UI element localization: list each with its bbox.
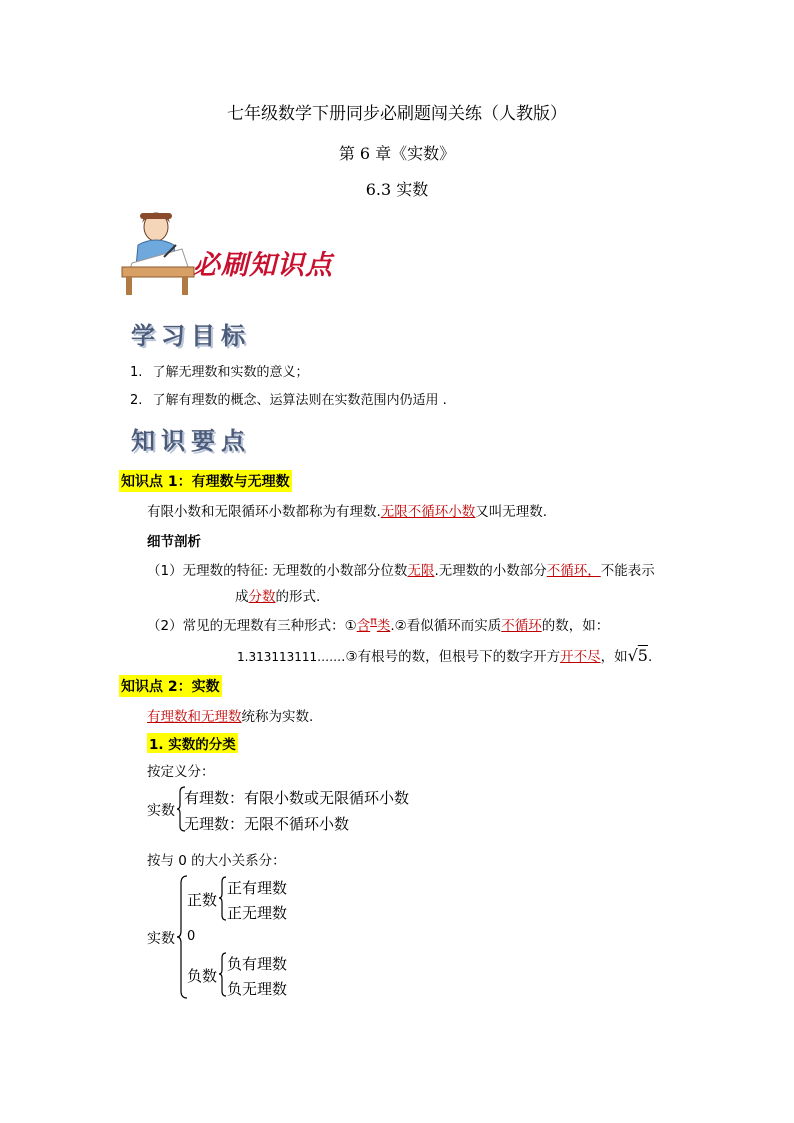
detail-2-line-2 bbox=[237, 645, 652, 665]
detail-analysis-title: 细节剖析 bbox=[147, 534, 201, 550]
detail-text: .无理数的小数部分 bbox=[434, 563, 547, 579]
goal-text: 了解无理数和实数的意义； bbox=[152, 365, 309, 380]
document-title: 七年级数学下册同步必刷题闯关练（人教版） bbox=[227, 104, 567, 124]
classification-root: 实数 bbox=[147, 803, 175, 819]
detail-text: （2）常见的无理数有三种形式：① bbox=[147, 618, 357, 634]
zero-label: 0 bbox=[187, 929, 196, 944]
detail-text: . bbox=[647, 649, 653, 665]
student-at-desk-illustration bbox=[118, 205, 196, 297]
section-title: 6.3 实数 bbox=[365, 180, 429, 199]
detail-highlight: 含 bbox=[356, 618, 371, 634]
detail-highlight: 不循环， bbox=[546, 563, 601, 579]
positive-label: 正数 bbox=[187, 891, 218, 909]
detail-text: （1）无理数的特征: 无理数的小数部分位数 bbox=[147, 563, 408, 579]
detail-text: 成 bbox=[235, 589, 249, 605]
positive-irrational-row: 正无理数 bbox=[227, 904, 288, 922]
definition-text: 有限小数和无限循环小数都称为有理数. bbox=[147, 504, 381, 520]
detail-text: ，如 bbox=[600, 649, 628, 665]
radicand: 5 bbox=[637, 646, 648, 665]
knowledge-point-1-label: 知识点 1：有理数与无理数 bbox=[119, 470, 292, 492]
by-zero-label: 按与 0 的大小关系分： bbox=[147, 853, 286, 869]
detail-highlight: 无限 bbox=[407, 563, 435, 579]
detail-text: .③有根号的数，但根号下的数字开方 bbox=[341, 649, 561, 665]
knowledge-points-heading: 知识要点 bbox=[131, 427, 251, 455]
by-definition-label: 按定义分： bbox=[147, 764, 215, 780]
banner-label: 必刷知识点 bbox=[193, 250, 333, 281]
knowledge-point-2-label: 知识点 2：实数 bbox=[119, 675, 222, 697]
pi-symbol: π bbox=[370, 614, 377, 628]
example-number: 1.313113111…… bbox=[237, 650, 342, 664]
definition-highlight: 有理数和无理数 bbox=[147, 709, 242, 725]
negative-irrational-row: 负无理数 bbox=[227, 980, 288, 998]
goal-item bbox=[130, 361, 309, 380]
chapter-title: 第 6 章《实数》 bbox=[338, 144, 456, 163]
detail-highlight: 分数 bbox=[248, 589, 276, 605]
positive-rational-row: 正有理数 bbox=[227, 879, 288, 897]
definition-text: 统称为实数. bbox=[241, 709, 314, 725]
goal-text: 了解有理数的概念、运算法则在实数范围内仍适用 . bbox=[152, 393, 447, 408]
definition-highlight: 无限不循环小数 bbox=[380, 504, 476, 520]
detail-highlight: 类 bbox=[376, 618, 391, 634]
real-number-definition bbox=[147, 705, 313, 725]
detail-1-line-2 bbox=[235, 585, 320, 605]
detail-text: 的数，如： bbox=[541, 618, 610, 634]
sqrt-expression: √5 bbox=[627, 646, 648, 665]
detail-highlight: 不循环 bbox=[501, 618, 542, 634]
left-brace bbox=[218, 876, 227, 921]
negative-label: 负数 bbox=[187, 967, 218, 985]
detail-2-line-1 bbox=[147, 614, 609, 634]
detail-text: 的形式. bbox=[275, 589, 321, 605]
left-brace bbox=[218, 952, 227, 997]
detail-1-line-1 bbox=[147, 559, 655, 579]
detail-highlight: 开不尽 bbox=[560, 649, 601, 665]
goal-number: 2. bbox=[130, 393, 143, 408]
classification-title: 1. 实数的分类 bbox=[147, 733, 238, 753]
detail-text: 不能表示 bbox=[600, 563, 655, 579]
sign-classification-root: 实数 bbox=[147, 931, 175, 947]
learning-goals-heading: 学习目标 bbox=[131, 322, 251, 350]
irrational-number-row: 无理数：无限不循环小数 bbox=[184, 815, 350, 833]
negative-rational-row: 负有理数 bbox=[227, 955, 288, 973]
goal-number: 1. bbox=[130, 365, 143, 380]
rational-number-row: 有理数：有限小数或无限循环小数 bbox=[184, 789, 410, 807]
detail-text: .②看似循环而实质 bbox=[390, 618, 502, 634]
irrational-definition bbox=[147, 500, 547, 520]
definition-text: 又叫无理数. bbox=[475, 504, 548, 520]
goal-item bbox=[130, 389, 447, 408]
